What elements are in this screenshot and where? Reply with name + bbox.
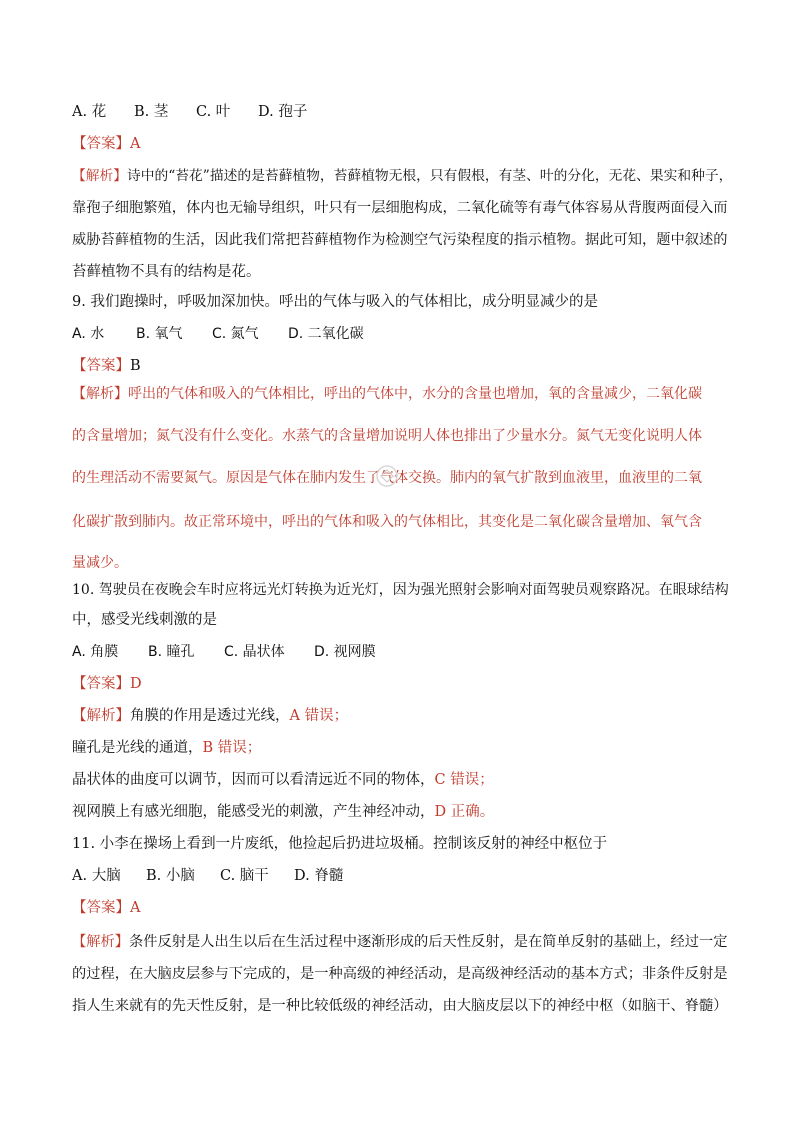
q9-options xyxy=(72,324,364,344)
q11-analysis-line-2: 的过程，在大脑皮层参与下完成的，是一种高级的神经活动，是高级神经活动的基本方式；非条件反射是 xyxy=(72,966,728,982)
q11-question: 11. 小李在操场上看到一片废纸，他捡起后扔进垃圾桶。控制该反射的神经中枢位于 xyxy=(72,836,608,852)
q10-option-b: B. 瞳孔 xyxy=(148,644,195,660)
analysis-tag: 【解析】 xyxy=(72,934,130,950)
q9-analysis-line-4: 化碳扩散到肺内。故正常环境中，呼出的气体和吸入的气体相比，其变化是二氧化碳含量增加、氧气含 xyxy=(72,514,702,530)
q11-option-a: A. 大脑 xyxy=(72,868,121,884)
q9-option-b: B. 氧气 xyxy=(136,326,183,342)
q10-answer xyxy=(72,674,142,694)
q8-analysis-line-4: 苔藓植物不具有的结构是花。 xyxy=(72,264,261,280)
q9-option-d: D. 二氧化碳 xyxy=(288,326,364,342)
watermark-icon xyxy=(372,462,402,490)
q8-option-c: C. 叶 xyxy=(196,104,231,120)
q9-question: 9. 我们跑操时，呼吸加深加快。呼出的气体与吸入的气体相比，成分明显减少的是 xyxy=(72,294,598,310)
q10-option-d: D. 视网膜 xyxy=(314,644,376,660)
analysis-verdict: A 错误； xyxy=(289,708,349,724)
analysis-text: 呼出的气体和吸入的气体相比，呼出的气体中，水分的含量也增加，氧的含量减少，二氧化碳 xyxy=(128,386,702,402)
q10-option-a: A. 角膜 xyxy=(72,644,119,660)
q9-analysis-line-2: 的含量增加；氮气没有什么变化。水蒸气的含量增加说明人体也排出了少量水分。氮气无变化说明人体 xyxy=(72,428,702,444)
q11-option-c: C. 脑干 xyxy=(220,868,269,884)
analysis-text: 视网膜上有感光细胞，能感受光的刺激，产生神经冲动， xyxy=(72,804,435,820)
q11-analysis-line-3: 指人生来就有的先天性反射，是一种比较低级的神经活动，由大脑皮层以下的神经中枢（如脑干、脊髓） xyxy=(72,998,728,1014)
q10-analysis-line-4 xyxy=(72,802,494,822)
q9-answer xyxy=(72,356,141,376)
answer-tag: 【答案】 xyxy=(72,358,130,374)
analysis-text: 晶状体的曲度可以调节，因而可以看清远近不同的物体， xyxy=(72,772,435,788)
q9-option-a: A. 水 xyxy=(72,326,105,342)
analysis-text: 角膜的作用是透过光线， xyxy=(130,708,290,724)
q8-analysis-line-3: 威胁苔藓植物的生活，因此我们常把苔藓植物作为检测空气污染程度的指示植物。据此可知，题中叙述的 xyxy=(72,232,728,248)
q9-analysis-line-3: 的生理活动不需要氮气。原因是气体在肺内发生了气体交换。肺内的氧气扩散到血液里，血液里的二氧 xyxy=(72,470,702,486)
q9-analysis-line-5: 量减少。 xyxy=(72,555,128,571)
q8-answer xyxy=(72,134,140,154)
q10-question-line-1: 10. 驾驶员在夜晚会车时应将远光灯转换为近光灯，因为强光照射会影响对面驾驶员观察路况。在眼球结构 xyxy=(72,582,729,598)
answer-value: A xyxy=(130,136,141,152)
analysis-tag: 【解析】 xyxy=(72,168,128,184)
q10-analysis-line-2 xyxy=(72,738,261,758)
q11-answer xyxy=(72,898,140,918)
q8-options xyxy=(72,102,307,122)
answer-value: B xyxy=(130,358,141,374)
answer-tag: 【答案】 xyxy=(72,136,130,152)
q9-option-c: C. 氮气 xyxy=(212,326,259,342)
answer-tag: 【答案】 xyxy=(72,676,130,692)
q10-question-line-2: 中，感受光线刺激的是 xyxy=(72,612,217,628)
q11-option-b: B. 小脑 xyxy=(146,868,195,884)
q11-analysis-line-1 xyxy=(72,932,728,952)
analysis-text: 条件反射是人出生以后在生活过程中逐渐形成的后天性反射，是在简单反射的基础上，经过一定 xyxy=(129,934,728,950)
q10-option-c: C. 晶状体 xyxy=(224,644,285,660)
analysis-verdict: B 错误； xyxy=(202,740,262,756)
q8-analysis-line-2: 靠孢子细胞繁殖，体内也无输导组织，叶只有一层细胞构成，二氧化硫等有毒气体容易从背腹两面侵入而 xyxy=(72,200,728,216)
answer-value: A xyxy=(130,900,141,916)
analysis-verdict: D 正确。 xyxy=(434,804,495,820)
analysis-text: 诗中的“苔花”描述的是苔藓植物，苔藓植物无根，只有假根，有茎、叶的分化，无花、果实和种子， xyxy=(127,168,733,184)
q8-option-b: B. 茎 xyxy=(134,104,169,120)
q8-option-a: A. 花 xyxy=(72,104,107,120)
analysis-tag: 【解析】 xyxy=(72,708,130,724)
q11-option-d: D. 脊髓 xyxy=(294,868,344,884)
q8-option-d: D. 孢子 xyxy=(258,104,308,120)
q8-analysis-line-1 xyxy=(72,166,732,186)
q9-analysis-line-1 xyxy=(72,384,702,404)
answer-tag: 【答案】 xyxy=(72,900,130,916)
q11-options xyxy=(72,866,343,886)
q10-analysis-line-3 xyxy=(72,770,494,790)
analysis-text: 瞳孔是光线的通道， xyxy=(72,740,203,756)
q10-analysis-line-1 xyxy=(72,706,348,726)
analysis-tag: 【解析】 xyxy=(72,386,128,402)
answer-value: D xyxy=(130,676,142,692)
analysis-verdict: C 错误； xyxy=(434,772,494,788)
q10-options xyxy=(72,642,376,662)
